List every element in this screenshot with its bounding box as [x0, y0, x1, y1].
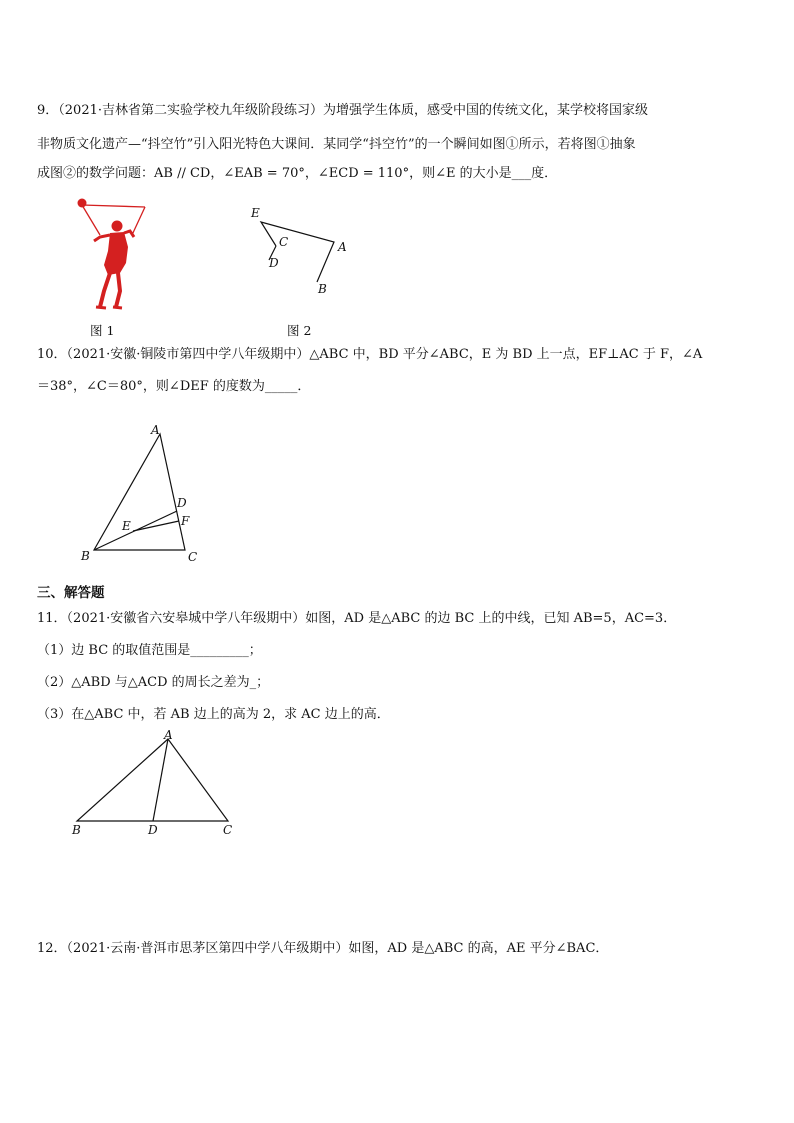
q10-label-C: C — [188, 550, 198, 564]
q11-label-D: D — [148, 823, 158, 837]
q9-figure-2-caption: 图 2 — [287, 323, 312, 338]
q9-figure-1-caption: 图 1 — [90, 323, 115, 338]
q10-line-1: 10．（2021·安徽·铜陵市第四中学八年级期中）△ABC 中，BD 平分∠ABC，E 为 BD 上一点，EF⊥AC 于 F，∠A — [37, 347, 703, 362]
q10-label-E: E — [122, 519, 131, 533]
q9-line-1: 9．（2021·吉林省第二实验学校九年级阶段练习）为增强学生体质，感受中国的传统文化，某学校将国家级 — [37, 103, 648, 118]
q10-triangle-figure — [75, 420, 210, 565]
q11-triangle-figure — [65, 725, 250, 840]
q10-label-B: B — [81, 549, 90, 563]
q11-label-A: A — [164, 728, 173, 742]
q9-figure-1-dancer — [70, 195, 170, 315]
q9-label-C: C — [279, 235, 289, 249]
q10-label-D: D — [177, 496, 187, 510]
q9-label-D: D — [269, 256, 279, 270]
q11-part-2: （2）△ABD 与△ACD 的周长之差为_； — [37, 675, 270, 690]
q12-line-1: 12．（2021·云南·普洱市思茅区第四中学八年级期中）如图，AD 是△ABC 的高，AE 平分∠BAC． — [37, 941, 609, 956]
q9-label-E: E — [251, 206, 260, 220]
q11-label-B: B — [72, 823, 81, 837]
section-title: 三、解答题 — [37, 585, 105, 601]
q10-label-F: F — [181, 514, 190, 528]
q11-line-1: 11．（2021·安徽省六安皋城中学八年级期中）如图，AD 是△ABC 的边 BC 上的中线，已知 AB=5，AC=3． — [37, 611, 677, 626]
q9-line-3: 成图②的数学问题：AB // CD，∠EAB = 70°，∠ECD = 110°，则∠E 的大小是___度． — [37, 166, 558, 181]
q9-label-B: B — [318, 282, 327, 296]
q9-label-A: A — [338, 240, 347, 254]
q9-line-2: 非物质文化遗产—“抖空竹”引入阳光特色大课间．某同学“抖空竹”的一个瞬间如图①所示，若将图①抽象 — [37, 137, 636, 152]
q9-figure-2 — [240, 200, 360, 300]
q10-line-2: ＝38°，∠C＝80°，则∠DEF 的度数为_____． — [37, 379, 311, 394]
q11-part-3: （3）在△ABC 中，若 AB 边上的高为 2，求 AC 边上的高． — [37, 707, 390, 722]
q11-part-1: （1）边 BC 的取值范围是_________； — [37, 643, 262, 658]
q11-label-C: C — [223, 823, 233, 837]
q10-label-A: A — [151, 423, 160, 437]
